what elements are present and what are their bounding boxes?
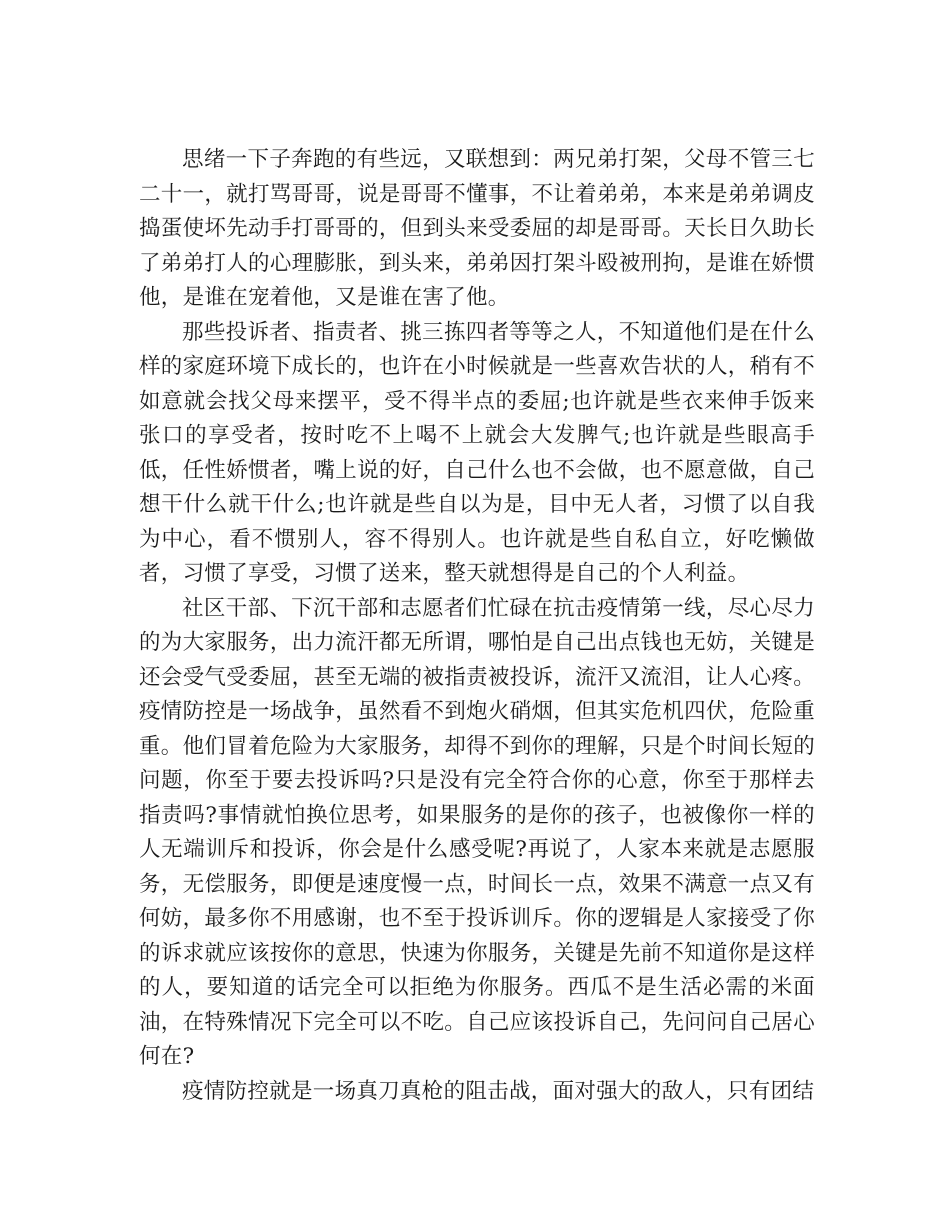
paragraph-4: 疫情防控就是一场真刀真枪的阻击战，面对强大的敌人，只有团结 bbox=[182, 1078, 815, 1104]
paragraph-3: 社区干部、下沉干部和志愿者们忙碌在抗击疫情第一线，尽心尽力的为大家服务，出力流汗都无所谓，哪怕是自己出点钱也无妨，关键是还会受气受委屈，甚至无端的被指责被投诉，流汗又流泪，让人心疼。疫情防控是一场战争，虽然看不到炮火硝烟，但其实危机四伏，危险重重。他们冒着危险为大家服务，却得不到你的理解，只是个时间长短的问题，你至于要去投诉吗?只是没有完全符合你的心意，你至于那样去指责吗?事情就怕换位思考，如果服务的是你的孩子，也被像你一样的人无端训斥和投诉，你会是什么感受呢?再说了，人家本来就是志愿服务，无偿服务，即便是速度慢一点，时间长一点，效果不满意一点又有何妨，最多你不用感谢，也不至于投诉训斥。你的逻辑是人家接受了你的诉求就应该按你的意思，快速为你服务，关键是先前不知道你是这样的人，要知道的话完全可以拒绝为你服务。西瓜不是生活必需的米面油，在特殊情况下完全可以不吃。自己应该投诉自己，先问问自己居心何在? bbox=[139, 595, 815, 1069]
paragraph-2: 那些投诉者、指责者、挑三拣四者等等之人，不知道他们是在什么样的家庭环境下成长的，也许在小时候就是一些喜欢告状的人，稍有不如意就会找父母来摆平，受不得半点的委屈;也许就是些衣来伸手饭来张口的享受者，按时吃不上喝不上就会大发脾气;也许就是些眼高手低，任性娇惯者，嘴上说的好，自己什么也不会做，也不愿意做，自己想干什么就干什么;也许就是些自以为是，目中无人者，习惯了以自我为中心，看不惯别人，容不得别人。也许就是些自私自立，好吃懒做者，习惯了享受，习惯了送来，整天就想得是自己的个人利益。 bbox=[139, 319, 815, 586]
document-body bbox=[139, 143, 815, 1109]
paragraph-1: 思绪一下子奔跑的有些远，又联想到：两兄弟打架，父母不管三七二十一，就打骂哥哥，说是哥哥不懂事，不让着弟弟，本来是弟弟调皮捣蛋使坏先动手打哥哥的，但到头来受委屈的却是哥哥。天长日久助长了弟弟打人的心理膨胀，到头来，弟弟因打架斗殴被刑拘，是谁在娇惯他，是谁在宠着他，又是谁在害了他。 bbox=[139, 147, 815, 310]
